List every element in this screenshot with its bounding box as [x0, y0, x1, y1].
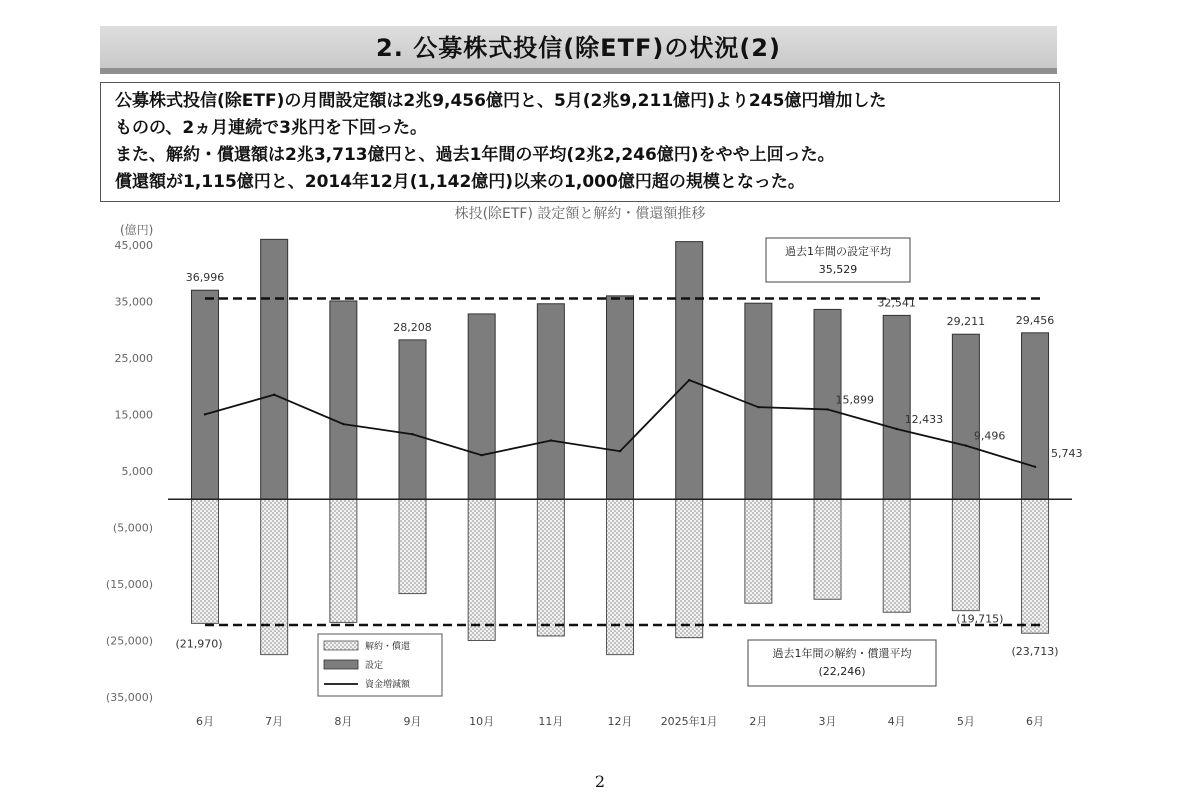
net-flow-point: [896, 428, 898, 430]
redemption-bar: [745, 499, 772, 603]
redemption-bar: [607, 499, 634, 654]
subscription-bar: [399, 340, 426, 499]
x-tick-label: 10月: [469, 715, 495, 728]
data-label: 29,456: [1015, 313, 1055, 327]
data-label: 28,208: [393, 320, 432, 334]
subscription-bar: [192, 290, 219, 499]
redemption-bar: [192, 499, 219, 623]
summary-line-2: ものの、2ヵ月連続で3兆円を下回った。: [115, 118, 427, 138]
subscription-bar: [330, 301, 357, 499]
average-box-value: 35,529: [818, 263, 858, 276]
net-flow-point: [342, 423, 344, 425]
summary-line-4: 償還額が1,115億円と、2014年12月(1,142億円)以来の1,000億円超の規模となった。: [115, 172, 805, 192]
x-tick-label: 11月: [538, 715, 564, 728]
redemption-bar: [814, 499, 841, 599]
y-tick-label: 15,000: [114, 408, 153, 422]
y-tick-label: 5,000: [121, 465, 153, 478]
x-tick-label: 4月: [887, 715, 906, 728]
data-label: 9,496: [973, 429, 1006, 443]
page-number: 2: [594, 772, 606, 791]
x-tick-label: 9月: [403, 715, 422, 728]
legend-swatch-subscription: [324, 660, 358, 669]
redemption-bar: [883, 499, 910, 612]
data-label: 29,211: [946, 315, 986, 329]
redemption-bar: [468, 499, 495, 640]
data-label: (19,715): [956, 612, 1004, 626]
legend-label: 解約・償還: [365, 642, 411, 652]
net-flow-point: [273, 394, 275, 396]
data-label: (23,713): [1011, 645, 1059, 659]
data-label: 32,541: [877, 296, 916, 310]
data-label: 15,899: [835, 393, 875, 407]
x-tick-label: 2月: [749, 715, 768, 728]
subscription-bar: [468, 314, 495, 499]
chart-legend: [318, 634, 442, 696]
net-flow-point: [688, 379, 690, 381]
subscription-bar: [1022, 333, 1049, 499]
x-tick-label: 8月: [334, 715, 353, 728]
average-box-title: 過去1年間の解約・償還平均: [772, 647, 912, 660]
legend-label: 設定: [365, 661, 384, 671]
summary-line-1: 公募株式投信(除ETF)の月間設定額は2兆9,456億円と、5月(2兆9,211億円)より245億円増加した: [115, 91, 887, 111]
redemption-bar: [952, 499, 979, 610]
x-tick-label: 2025年1月: [660, 715, 718, 728]
summary-box: [100, 82, 1060, 202]
net-flow-point: [965, 444, 967, 446]
data-label: 36,996: [185, 271, 225, 285]
net-flow-point: [550, 439, 552, 441]
y-tick-label: 45,000: [114, 239, 153, 252]
chart-title: 株投(除ETF) 設定額と解約・償還額推移: [454, 206, 706, 222]
net-flow-point: [757, 406, 759, 408]
summary-line-3: また、解約・償還額は2兆3,713億円と、過去1年間の平均(2兆2,246億円)をやや上回った。: [115, 145, 835, 165]
redemption-bar: [261, 499, 288, 654]
y-tick-label: 35,000: [114, 295, 153, 309]
legend-swatch-redemption: [324, 641, 358, 650]
redemption-bar: [676, 499, 703, 637]
net-flow-point: [480, 454, 482, 456]
y-tick-label: (25,000): [105, 634, 153, 648]
data-label: 5,743: [1051, 446, 1083, 460]
y-tick-label: (35,000): [105, 691, 153, 704]
y-tick-label: (15,000): [105, 578, 153, 591]
x-tick-label: 7月: [265, 715, 284, 728]
net-flow-point: [826, 408, 828, 410]
subscription-bar: [676, 242, 703, 500]
net-flow-point: [1034, 466, 1036, 468]
net-flow-point: [204, 413, 206, 415]
redemption-bar: [537, 499, 564, 636]
average-box-title: 過去1年間の設定平均: [785, 245, 891, 258]
subscription-bar: [952, 334, 979, 499]
x-tick-label: 6月: [196, 715, 214, 728]
average-box-value: (22,246): [818, 665, 866, 678]
subscription-bar: [607, 296, 634, 499]
subscription-bar: [261, 239, 288, 499]
fund-flow-chart: [0, 200, 1200, 740]
title-band: [100, 26, 1057, 74]
x-tick-label: 12月: [607, 715, 633, 728]
y-tick-label: (5,000): [112, 521, 153, 535]
x-tick-label: 3月: [818, 715, 837, 728]
data-label: (21,970): [175, 637, 223, 651]
redemption-bar: [330, 499, 357, 622]
subscription-bar: [537, 304, 564, 499]
page-title: 2. 公募株式投信(除ETF)の状況(2): [376, 34, 781, 62]
net-flow-point: [619, 450, 621, 452]
subscription-bar: [745, 303, 772, 499]
net-flow-point: [411, 433, 413, 435]
redemption-bar: [399, 499, 426, 593]
data-label: 12,433: [904, 413, 944, 427]
x-tick-label: 5月: [956, 715, 975, 728]
x-tick-label: 6月: [1026, 715, 1045, 728]
redemption-bar: [1022, 499, 1049, 633]
legend-label: 資金増減額: [365, 680, 411, 690]
y-axis-unit-label: (億円): [120, 223, 154, 237]
subscription-bar: [883, 315, 910, 499]
y-tick-label: 25,000: [114, 352, 153, 365]
